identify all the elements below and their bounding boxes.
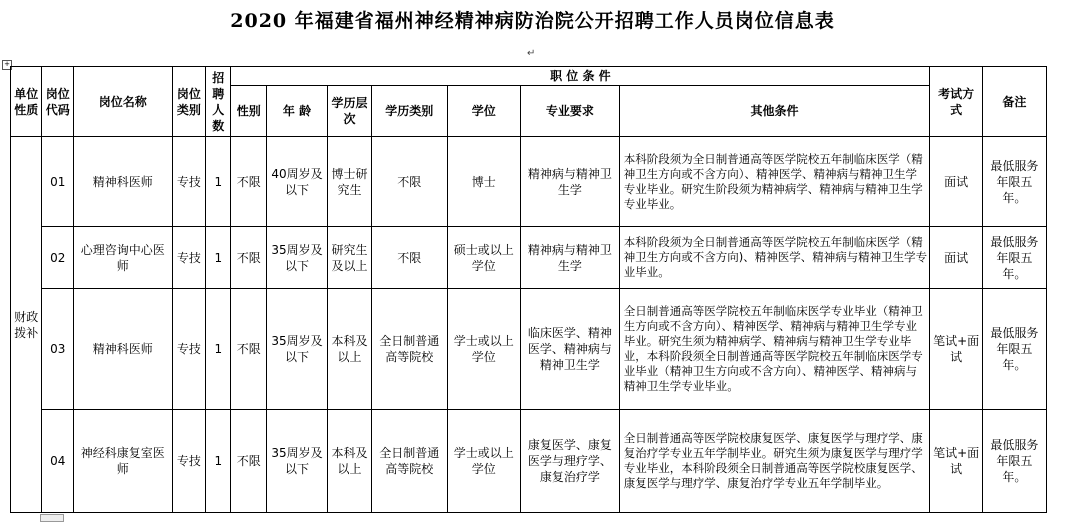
table-row [11, 289, 1047, 410]
gender-cell: 不限 [231, 410, 267, 513]
age-cell: 40周岁及以下 [267, 137, 328, 227]
age-cell: 35周岁及以下 [267, 227, 328, 289]
table-row [11, 137, 1047, 227]
table-row [11, 227, 1047, 289]
header-post-category: 岗位类别 [172, 67, 206, 137]
post-code-cell: 01 [42, 137, 73, 227]
exam-cell: 笔试+面试 [930, 289, 982, 410]
exam-cell: 笔试+面试 [930, 410, 982, 513]
remark-cell: 最低服务年限五年。 [982, 289, 1046, 410]
post-category-cell: 专技 [172, 137, 206, 227]
hire-count-cell: 1 [206, 137, 231, 227]
header-conditions: 职 位 条 件 [231, 67, 930, 86]
header-exam: 考试方式 [930, 67, 982, 137]
major-cell: 临床医学、精神医学、精神病与精神卫生学 [521, 289, 620, 410]
header-edu-level: 学历层次 [327, 86, 371, 137]
post-code-cell: 03 [42, 289, 73, 410]
header-post-code: 岗位代码 [42, 67, 73, 137]
gender-cell: 不限 [231, 289, 267, 410]
major-cell: 精神病与精神卫生学 [521, 137, 620, 227]
post-name-cell: 精神科医师 [73, 289, 172, 410]
edu-level-cell: 博士研究生 [327, 137, 371, 227]
other-conditions-cell: 本科阶段须为全日制普通高等医学院校五年制临床医学（精神卫生方向或不含方向)、精神医学、精神病与精神卫生学专业毕业。 [619, 227, 930, 289]
header-major: 专业要求 [521, 86, 620, 137]
header-other: 其他条件 [619, 86, 930, 137]
age-cell: 35周岁及以下 [267, 289, 328, 410]
edu-level-cell: 研究生及以上 [327, 227, 371, 289]
hire-count-cell: 1 [206, 410, 231, 513]
post-code-cell: 04 [42, 410, 73, 513]
post-category-cell: 专技 [172, 410, 206, 513]
post-code-cell: 02 [42, 227, 73, 289]
post-category-cell: 专技 [172, 289, 206, 410]
remark-cell: 最低服务年限五年。 [982, 227, 1046, 289]
edu-level-cell: 本科及以上 [327, 410, 371, 513]
degree-cell: 学士或以上学位 [447, 410, 520, 513]
document-title: 2020 年福建省福州神经精神病防治院公开招聘工作人员岗位信息表 [230, 10, 835, 32]
remark-cell: 最低服务年限五年。 [982, 410, 1046, 513]
hire-count-cell: 1 [206, 289, 231, 410]
header-age: 年 龄 [267, 86, 328, 137]
exam-cell: 面试 [930, 227, 982, 289]
major-cell: 康复医学、康复医学与理疗学、康复治疗学 [521, 410, 620, 513]
post-name-cell: 神经科康复室医师 [73, 410, 172, 513]
header-hire-count: 招聘人数 [206, 67, 231, 137]
hire-count-cell: 1 [206, 227, 231, 289]
age-cell: 35周岁及以下 [267, 410, 328, 513]
exam-cell: 面试 [930, 137, 982, 227]
gender-cell: 不限 [231, 227, 267, 289]
header-remark: 备注 [982, 67, 1046, 137]
degree-cell: 硕士或以上学位 [447, 227, 520, 289]
other-conditions-cell: 全日制普通高等医学院校康复医学、康复医学与理疗学、康复治疗学专业五年学制毕业。研究生须为康复医学与理疗学专业毕业，本科阶段须全日制普通高等医学院校康复医学、康复医学与理疗学、康复治疗学专业五年学制毕业。 [619, 410, 930, 513]
paragraph-mark: ↵ [527, 48, 536, 59]
gender-cell: 不限 [231, 137, 267, 227]
header-unit-type: 单位性质 [11, 67, 42, 137]
edu-type-cell: 全日制普通高等院校 [372, 289, 448, 410]
post-name-cell: 心理咨询中心医师 [73, 227, 172, 289]
other-conditions-cell: 本科阶段须为全日制普通高等医学院校五年制临床医学（精神卫生方向或不含方向）、精神医学、精神病与精神卫生学专业毕业。研究生阶段须为精神病学、精神病与精神卫生学专业毕业。 [619, 137, 930, 227]
horizontal-scroll-thumb[interactable] [40, 514, 64, 522]
other-conditions-cell: 全日制普通高等医学院校五年制临床医学专业毕业（精神卫生方向或不含方向）、精神医学、精神病与精神卫生学专业毕业。研究生须为精神病学、精神病与精神卫生学专业毕业，本科阶段须全日制普通高等医学院校五年制临床医学专业毕业（精神卫生方向或不含方向）、精神医学、精神病与精神卫生学专业毕业。 [619, 289, 930, 410]
edu-type-cell: 不限 [372, 137, 448, 227]
degree-cell: 学士或以上学位 [447, 289, 520, 410]
edu-type-cell: 全日制普通高等院校 [372, 410, 448, 513]
unit-type-cell: 财政拨补 [11, 137, 42, 513]
header-edu-type: 学历类别 [372, 86, 448, 137]
remark-cell: 最低服务年限五年。 [982, 137, 1046, 227]
header-post-name: 岗位名称 [73, 67, 172, 137]
post-name-cell: 精神科医师 [73, 137, 172, 227]
edu-level-cell: 本科及以上 [327, 289, 371, 410]
major-cell: 精神病与精神卫生学 [521, 227, 620, 289]
header-gender: 性别 [231, 86, 267, 137]
header-degree: 学位 [447, 86, 520, 137]
job-info-table [10, 66, 1047, 513]
table-row [11, 410, 1047, 513]
move-anchor-icon[interactable]: + [2, 60, 12, 70]
post-category-cell: 专技 [172, 227, 206, 289]
edu-type-cell: 不限 [372, 227, 448, 289]
degree-cell: 博士 [447, 137, 520, 227]
